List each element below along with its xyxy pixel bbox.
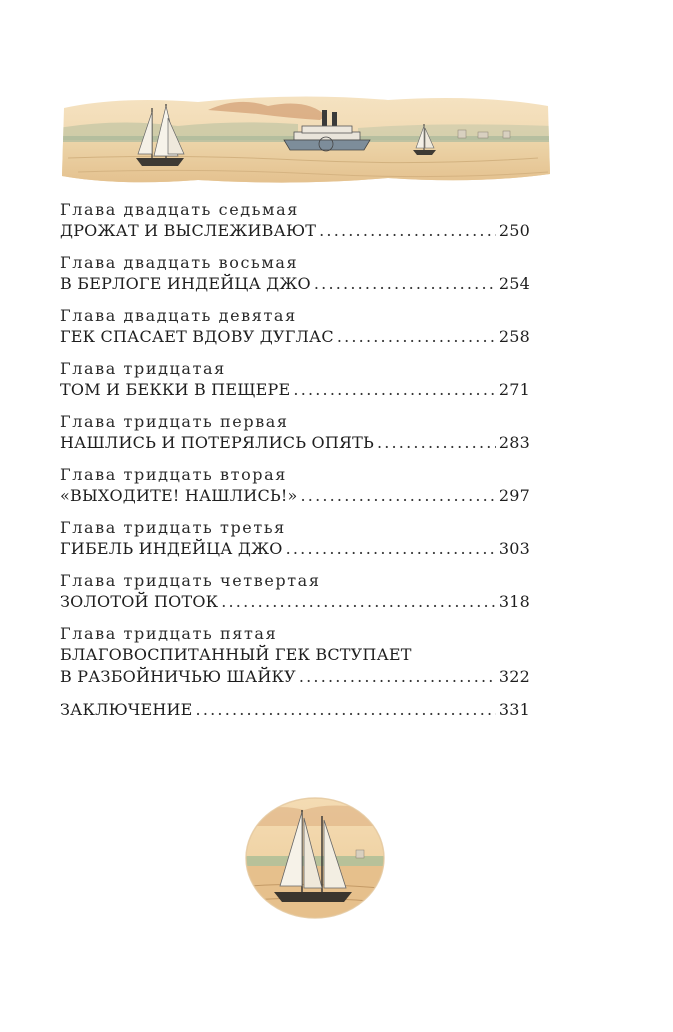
dot-leader [286, 538, 496, 560]
chapter-title: ДРОЖАТ И ВЫСЛЕЖИВАЮТ [60, 221, 317, 240]
dot-leader [377, 432, 496, 454]
chapter-title: ЗОЛОТОЙ ПОТОК [60, 592, 219, 611]
chapter-label: Глава тридцать четвертая [60, 571, 321, 590]
toc-entry[interactable] [60, 200, 530, 242]
chapter-title: ТОМ И БЕККИ В ПЕЩЕРЕ [60, 380, 291, 399]
page-number: 303 [498, 539, 530, 558]
dot-leader [314, 273, 496, 295]
toc-entry[interactable] [60, 359, 530, 401]
chapter-title: В РАЗБОЙНИЧЬЮ ШАЙКУ [60, 667, 296, 686]
page-number: 297 [498, 486, 530, 505]
chapter-title-line [60, 699, 530, 721]
toc-entry[interactable] [60, 518, 530, 560]
dot-leader [337, 326, 496, 348]
chapter-label: Глава тридцатая [60, 359, 226, 378]
chapter-title-line [60, 432, 530, 454]
page-number: 331 [498, 700, 530, 719]
toc-entry[interactable] [60, 571, 530, 613]
chapter-title: НАШЛИСЬ И ПОТЕРЯЛИСЬ ОПЯТЬ [60, 433, 374, 452]
toc-entry[interactable] [60, 253, 530, 295]
chapter-label: Глава тридцать вторая [60, 465, 287, 484]
river-steamboat-illustration [58, 88, 554, 188]
page-number: 250 [498, 221, 530, 240]
toc-entry[interactable] [60, 465, 530, 507]
chapter-title: В БЕРЛОГЕ ИНДЕЙЦА ДЖО [60, 274, 311, 293]
chapter-title-line [60, 666, 530, 688]
page-number: 322 [498, 667, 530, 686]
dot-leader [196, 699, 496, 721]
table-of-contents [60, 200, 530, 732]
chapter-title-line [60, 591, 530, 613]
sailboat-vignette-illustration [244, 796, 386, 920]
chapter-label: Глава двадцать девятая [60, 306, 297, 325]
chapter-title-line [60, 326, 530, 348]
chapter-title-line [60, 538, 530, 560]
chapter-title-line [60, 220, 530, 242]
chapter-label: Глава двадцать седьмая [60, 200, 299, 219]
toc-entry[interactable] [60, 412, 530, 454]
dot-leader [221, 591, 496, 613]
chapter-label: Глава тридцать пятая [60, 624, 278, 643]
dot-leader [319, 220, 496, 242]
page-number: 283 [498, 433, 530, 452]
dot-leader [301, 485, 496, 507]
chapter-label: Глава двадцать восьмая [60, 253, 299, 272]
dot-leader [299, 666, 496, 688]
toc-entry[interactable] [60, 699, 530, 721]
chapter-label: Глава тридцать третья [60, 518, 286, 537]
page-number: 271 [498, 380, 530, 399]
chapter-title-line [60, 485, 530, 507]
chapter-label: Глава тридцать первая [60, 412, 289, 431]
toc-entry[interactable] [60, 624, 530, 688]
page-number: 254 [498, 274, 530, 293]
page-number: 258 [498, 327, 530, 346]
chapter-title: «ВЫХОДИТЕ! НАШЛИСЬ!» [60, 486, 298, 505]
chapter-title-line [60, 273, 530, 295]
chapter-title: ЗАКЛЮЧЕНИЕ [60, 700, 193, 719]
chapter-title-first-line: БЛАГОВОСПИТАННЫЙ ГЕК ВСТУПАЕТ [60, 645, 412, 664]
dot-leader [293, 379, 495, 401]
page-number: 318 [498, 592, 530, 611]
toc-entry[interactable] [60, 306, 530, 348]
chapter-title: ГИБЕЛЬ ИНДЕЙЦА ДЖО [60, 539, 283, 558]
chapter-title: ГЕК СПАСАЕТ ВДОВУ ДУГЛАС [60, 327, 334, 346]
chapter-title-line-first [60, 644, 530, 666]
chapter-title-line [60, 379, 530, 401]
